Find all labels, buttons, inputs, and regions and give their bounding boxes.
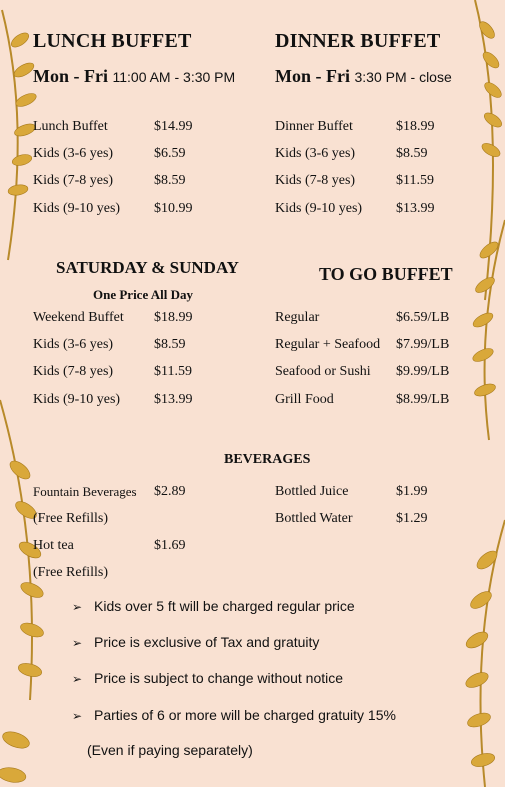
item-price: $11.59: [396, 173, 434, 188]
item-label: Kids (9-10 yes): [33, 201, 121, 216]
item-label: Bottled Water: [275, 511, 353, 526]
note-item: [72, 670, 343, 686]
dinner-time: 3:30 PM - close: [354, 69, 452, 85]
item-label: Kids (7-8 yes): [33, 173, 114, 188]
item-price: $10.99: [154, 201, 193, 216]
item-label: (Free Refills): [33, 511, 109, 526]
item-price: $1.69: [154, 538, 186, 553]
item-label: Kids (3-6 yes): [33, 337, 114, 352]
arrow-bullet-icon: ➢: [72, 600, 83, 614]
item-label: Fountain Beverages: [33, 484, 137, 499]
item-price: $6.59: [154, 146, 186, 161]
togo-title: TO GO BUFFET: [319, 264, 453, 284]
item-price: $18.99: [154, 310, 193, 325]
item-label: Kids (7-8 yes): [275, 173, 356, 188]
item-label: Kids (9-10 yes): [33, 392, 121, 407]
lunch-buffet-title: LUNCH BUFFET: [33, 30, 192, 52]
note-text: Kids over 5 ft will be charged regular price: [94, 598, 355, 614]
item-price: $9.99/LB: [396, 364, 450, 379]
item-label: Kids (9-10 yes): [275, 201, 363, 216]
item-price: $6.59/LB: [396, 310, 450, 325]
item-label: Regular: [275, 310, 320, 325]
dinner-days: Mon - Fri: [275, 66, 350, 86]
item-label: Kids (7-8 yes): [33, 364, 114, 379]
item-label: Seafood or Sushi: [275, 364, 371, 379]
item-label: (Free Refills): [33, 565, 109, 580]
beverages-title: BEVERAGES: [224, 452, 311, 467]
dinner-buffet-title: DINNER BUFFET: [275, 30, 441, 52]
item-price: $13.99: [154, 392, 193, 407]
note-text: Price is subject to change without notice: [94, 670, 344, 686]
arrow-bullet-icon: ➢: [72, 672, 83, 686]
note-continuation: (Even if paying separately): [87, 742, 253, 758]
note-item: [72, 707, 396, 723]
arrow-bullet-icon: ➢: [72, 636, 83, 650]
item-price: $1.99: [396, 484, 428, 499]
item-price: $8.59: [396, 146, 428, 161]
note-item: [72, 598, 355, 614]
item-price: $8.99/LB: [396, 392, 450, 407]
item-price: $1.29: [396, 511, 428, 526]
item-price: $18.99: [396, 119, 435, 134]
item-label: Dinner Buffet: [275, 119, 353, 134]
item-label: Grill Food: [275, 392, 334, 407]
item-label: Kids (3-6 yes): [275, 146, 356, 161]
note-text: Price is exclusive of Tax and gratuity: [94, 634, 320, 650]
item-price: $2.89: [154, 484, 186, 499]
item-label: Lunch Buffet: [33, 119, 108, 134]
wheat-decoration-right: [445, 0, 505, 787]
weekend-title: SATURDAY & SUNDAY: [56, 258, 239, 277]
lunch-time: 11:00 AM - 3:30 PM: [112, 69, 236, 85]
item-price: $7.99/LB: [396, 337, 450, 352]
item-label: Regular + Seafood: [275, 337, 381, 352]
arrow-bullet-icon: ➢: [72, 709, 83, 723]
item-price: $14.99: [154, 119, 193, 134]
item-price: $8.59: [154, 173, 186, 188]
item-price: $11.59: [154, 364, 192, 379]
item-price: $13.99: [396, 201, 435, 216]
note-text: Parties of 6 or more will be charged gratuity 15%: [94, 707, 396, 723]
item-label: Hot tea: [33, 538, 74, 553]
lunch-hours: [33, 66, 235, 87]
item-label: Kids (3-6 yes): [33, 146, 114, 161]
note-item: [72, 634, 319, 650]
dinner-hours: [275, 66, 452, 87]
lunch-days: Mon - Fri: [33, 66, 108, 86]
item-label: Bottled Juice: [275, 484, 349, 499]
item-label: Weekend Buffet: [33, 310, 124, 325]
item-price: $8.59: [154, 337, 186, 352]
weekend-subtitle: One Price All Day: [93, 287, 194, 302]
